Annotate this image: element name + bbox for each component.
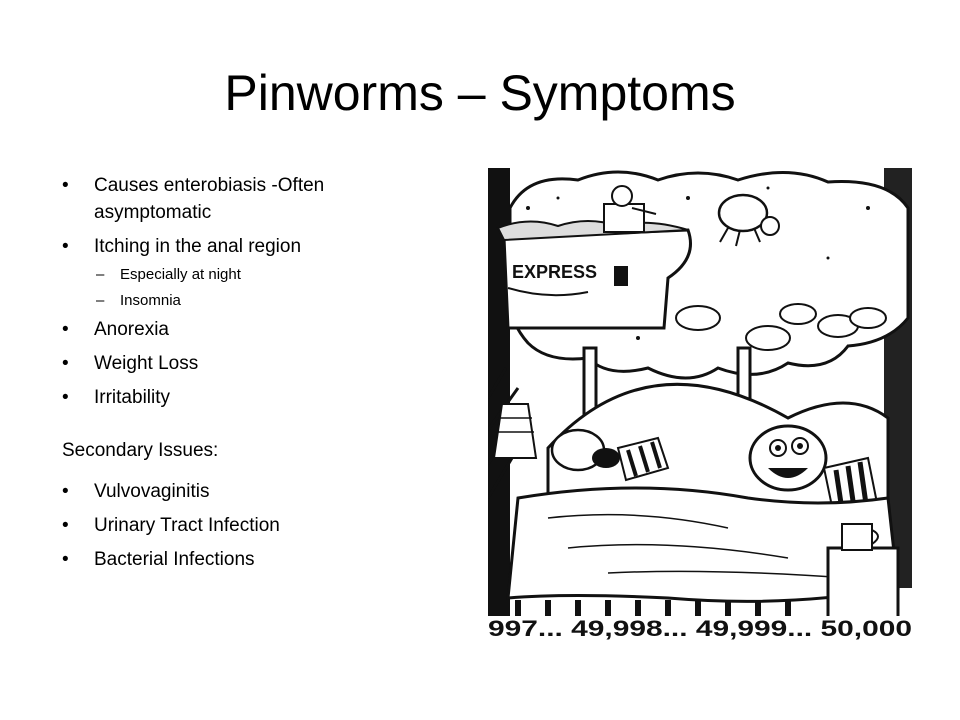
bullet-text: Urinary Tract Infection (94, 515, 280, 536)
secondary-issues-heading: Secondary Issues: (62, 440, 219, 461)
list-item (62, 512, 442, 539)
symptom-list-continued (62, 316, 442, 411)
list-item (62, 172, 442, 226)
sleepless-cartoon-illustration (488, 168, 912, 640)
symptom-list (62, 172, 442, 260)
bullet-text: Irritability (94, 387, 171, 408)
bullet-icon: • (62, 515, 69, 536)
list-item (62, 478, 442, 505)
bullet-text: Itching in the anal region (94, 236, 302, 257)
bullet-icon: • (62, 319, 69, 340)
bullet-text: Vulvovaginitis (94, 481, 210, 502)
list-item (62, 233, 442, 260)
ship-label: EXPRESS (512, 262, 598, 282)
sub-bullet-text: Especially at night (120, 266, 241, 283)
bullet-text: Causes enterobiasis -Often asymptomatic (94, 175, 325, 223)
lamp-shade (494, 404, 536, 458)
sheep-count-text: 997... 49,998... 49,999... 50,000 (488, 616, 912, 640)
bullet-icon: • (62, 549, 69, 570)
bullet-icon: • (62, 236, 69, 257)
secondary-issues-list (62, 478, 442, 573)
slide-body (62, 172, 442, 580)
cartoon-svg (488, 168, 912, 640)
bullet-icon: • (62, 387, 69, 408)
sub-bullet-text: Insomnia (120, 292, 181, 309)
bullet-text: Weight Loss (94, 353, 199, 374)
bullet-text: Bacterial Infections (94, 549, 255, 570)
list-item (62, 384, 442, 411)
list-item (62, 350, 442, 377)
list-item (62, 546, 442, 573)
itching-sublist (62, 264, 442, 312)
bullet-icon: • (62, 175, 69, 196)
bullet-text: Anorexia (94, 319, 169, 340)
sub-list-item (62, 264, 442, 286)
slide-title: Pinworms – Symptoms (224, 65, 736, 121)
bullet-icon: • (62, 481, 69, 502)
dash-icon: – (96, 292, 105, 309)
bullet-icon: • (62, 353, 69, 374)
sub-list-item (62, 290, 442, 312)
dash-icon: – (96, 266, 105, 283)
list-item (62, 316, 442, 343)
